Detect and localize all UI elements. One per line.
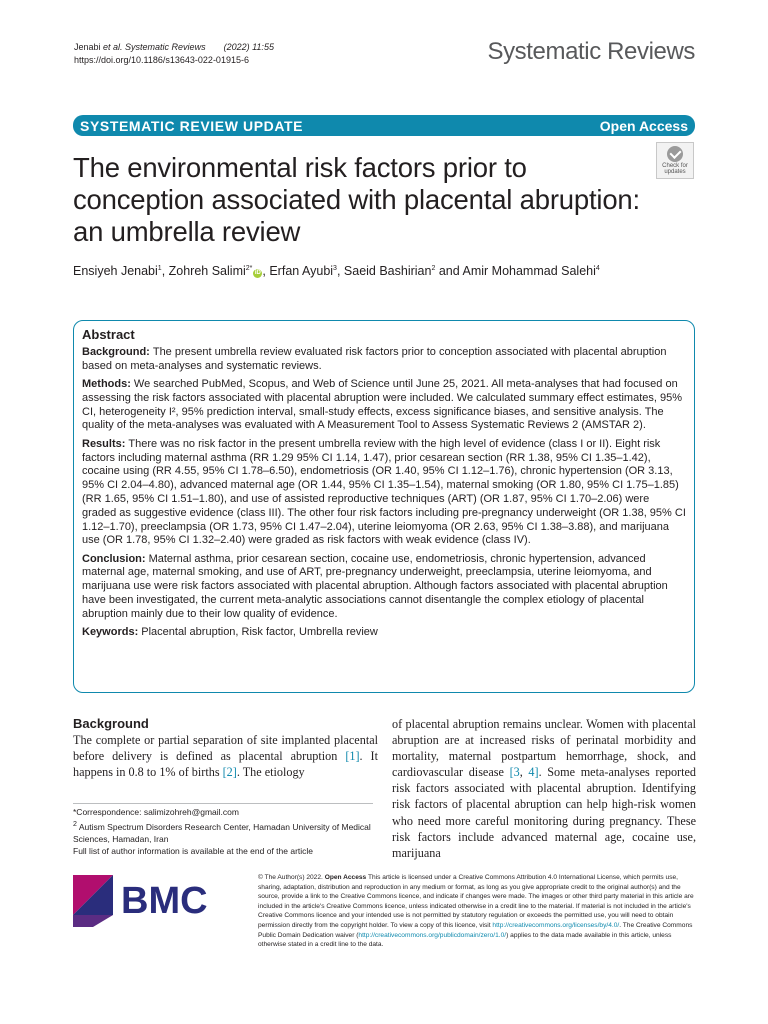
author-name[interactable]: Zohreh Salimi <box>168 264 246 278</box>
abstract-methods-text: We searched PubMed, Scopus, and Web of Science until June 25, 2021. All meta-analyses that had focused on assessing the risk factors associated with placental abruption were included. We calculated summary effect estimates, 95% CI, heterogeneity I², 95% prediction interval, small-study effects, excess significance biases, and sensitive analysis. The quality of the meta-analyses was evaluated with A Measurement Tool to Assess Systematic Reviews 2 (AMSTAR 2). <box>82 378 682 432</box>
crossmark-line2: updates <box>664 169 686 175</box>
author-separator: , <box>262 264 270 278</box>
author-affiliation-sup: 2* <box>245 264 253 272</box>
abstract-box <box>73 320 695 693</box>
category-bar <box>73 115 695 136</box>
crossmark-icon <box>667 146 683 162</box>
license-open-access: Open Access <box>324 874 367 881</box>
running-head <box>74 41 274 67</box>
abstract-keywords-text: Placental abruption, Risk factor, Umbrella review <box>141 626 378 639</box>
body-right-column <box>392 716 696 861</box>
citation-separator: , <box>519 765 529 780</box>
license-link-cc0[interactable]: http://creativecommons.org/publicdomain/zero/1.0/ <box>358 931 507 939</box>
article-type-label: SYSTEMATIC REVIEW UPDATE <box>80 117 304 134</box>
open-access-badge: Open Access <box>599 117 688 134</box>
citation-link[interactable]: 4] <box>528 765 539 780</box>
footnotes <box>73 803 373 857</box>
running-head-journal: et al. Systematic Reviews <box>103 42 206 52</box>
abstract-keywords-label: Keywords: <box>82 626 139 639</box>
author-list <box>73 264 600 278</box>
author-separator: , <box>161 264 169 278</box>
license-link-cc-by[interactable]: http://creativecommons.org/licenses/by/4.0/ <box>492 921 620 929</box>
body-paragraph <box>73 732 378 780</box>
abstract-background-text: The present umbrella review evaluated risk factors prior to conception associated with placental abruption based on meta-analyses and systematic reviews. <box>82 346 667 372</box>
abstract-conclusion-text: Maternal asthma, prior cesarean section, cocaine use, endometriosis, chronic hypertension, advanced maternal age, maternal smoking, and use of ART, pre-pregnancy underweight, preeclampsia, uterine leiomyoma, and marijuana use were risk factors associated with placental abruption. Although factors associated with placental abruption have been investigated, the current meta-analytic associations cannot disentangle the complex etiology of placental abruption mainly due to their low quality of evidence. <box>82 552 668 620</box>
citation-link[interactable]: [3 <box>509 765 520 780</box>
author-name[interactable]: Erfan Ayubi <box>269 264 334 278</box>
license-run: This article is licensed under a Creative Commons Attribution 4.0 International License, which permits use, sharing, adaptation, distribution and reproduction in any medium or format, as long as you give appropriate credit to the original author(s) and the source, provide a link to the Creative Commons licence, and indicate if changes were made. The images or other third party material in this article are included in the article's Creative Commons licence, unless indicated otherwise in a credit line to the material. If material is not included in the article's Creative Commons licence and your intended use is not permitted by statutory regulation or exceeds the permitted use, you will need to obtain permission directly from the copyright holder. To view a copy of this licence, visit <box>258 874 694 929</box>
body-text-run: . The etiology <box>236 765 305 780</box>
abstract-heading: Abstract <box>82 327 135 342</box>
journal-name: Systematic Reviews <box>487 38 695 65</box>
logo-text: BMC <box>121 880 208 922</box>
abstract-results-text: There was no risk factor in the present umbrella review with the high level of evidence (class I or II). Eight risk factors including maternal asthma (RR 1.29 95% CI 1.14, 1.47), prior cesarean section (RR 1.38, 95% CI 1.35–1.42), cocaine using (RR 4.55, 95% CI 1.78–6.50), endometriosis (OR 1.40, 95% CI 1.12–1.76), chronic hypertension (OR 3.13, 95% CI 2.04–4.80), advanced maternal age (OR 1.44, 95% CI 1.35–1.54), maternal smoking (OR 1.80, 95% CI 1.75–1.85) (RR 1.65, 95% CI 1.51–1.80), and use of assisted reproductive techniques (ART) (OR 1.87, 95% CI 1.70–2.06) were graded as suggestive evidence (class III). The other four risk factors including pre-pregnancy underweight (OR 1.38, 95% CI 1.12–1.70), preeclampsia (OR 1.73, 95% CI 1.47–2.04), uterine leiomyoma (OR 2.63, 95% CI 1.38–3.88), and marijuana use (OR 1.78, 95% CI 1.32–2.40) were graded as risk factors with weak evidence (class IV). <box>82 437 686 547</box>
running-head-authors: Jenabi <box>74 42 104 52</box>
bmc-logo <box>73 875 215 927</box>
logo-shape-purple <box>73 915 113 927</box>
abstract-results <box>82 438 686 548</box>
orcid-icon[interactable]: iD <box>254 270 261 276</box>
author-name[interactable]: Amir Mohammad Salehi <box>462 264 596 278</box>
license-text <box>258 873 695 950</box>
body-paragraph <box>392 716 696 861</box>
body-text-run: . Some meta-analyses reported risk factors associated with placental abruption. Identifying risk factors of placental abruption can help high-risk women who need more careful monitoring during pregnancy. These risk factors include advanced maternal age, cocaine use, marijuana <box>392 765 696 860</box>
abstract-background <box>82 346 686 374</box>
license-run: © The Author(s) 2022. <box>258 874 325 881</box>
author-name[interactable]: Saeid Bashirian <box>343 264 432 278</box>
author-name[interactable]: Ensiyeh Jenabi <box>73 264 158 278</box>
body-text-run: . It happens in 0.8 to 1% of births <box>73 749 378 780</box>
abstract-keywords <box>82 626 686 640</box>
author-affiliation-sup: 1 <box>157 264 162 272</box>
abstract-methods-label: Methods: <box>82 378 131 391</box>
citation-line <box>74 41 274 54</box>
citation-link[interactable]: [1] <box>345 749 360 764</box>
author-affiliation-sup: 2 <box>431 264 436 272</box>
crossmark-line1: Check for <box>662 163 688 169</box>
body-left-column <box>73 716 378 780</box>
affiliation-note <box>73 818 373 845</box>
affiliation-text: Autism Spectrum Disorders Research Center, Hamadan University of Medical Sciences, Hamadan, Iran <box>73 821 371 844</box>
correspondence-note: *Correspondence: salimizohreh@gmail.com <box>73 807 239 817</box>
abstract-methods <box>82 378 686 433</box>
doi-link[interactable]: https://doi.org/10.1186/s13643-022-01915-6 <box>74 55 249 65</box>
body-text-run: of placental abruption remains unclear. Women with placental abruption are at increased risks of perinatal morbidity and mortality, maternal postpartum hemorrhage, shock, and cardiovascular disease <box>392 717 696 780</box>
author-affiliation-sup: 3 <box>333 264 337 272</box>
body-text-run: The complete or partial separation of site implanted placental before delivery is defined as placental abruption <box>73 733 378 764</box>
license-run: ) applies to the data made available in this article, unless otherwise stated in a credit line to the data. <box>258 931 672 949</box>
author-affiliation-sup: 4 <box>595 264 600 272</box>
section-heading-background: Background <box>73 716 149 731</box>
abstract-conclusion-label: Conclusion: <box>82 552 146 565</box>
affiliation-sup: 2 <box>73 820 77 828</box>
abstract-background-label: Background: <box>82 346 150 358</box>
abstract-conclusion <box>82 553 686 622</box>
running-head-year: (2022) 11:55 <box>223 42 274 52</box>
author-separator: and <box>435 264 463 278</box>
citation-link[interactable]: [2] <box>222 765 237 780</box>
author-info-note: Full list of author information is available at the end of the article <box>73 845 314 856</box>
license-run: . The Creative Commons Public Domain Dedication waiver ( <box>258 921 693 939</box>
author-separator: , <box>336 264 344 278</box>
check-for-updates-button[interactable] <box>656 142 694 179</box>
article-title: The environmental risk factors prior to conception associated with placental abruption: an umbrella review <box>73 152 640 247</box>
abstract-results-label: Results: <box>82 437 126 450</box>
